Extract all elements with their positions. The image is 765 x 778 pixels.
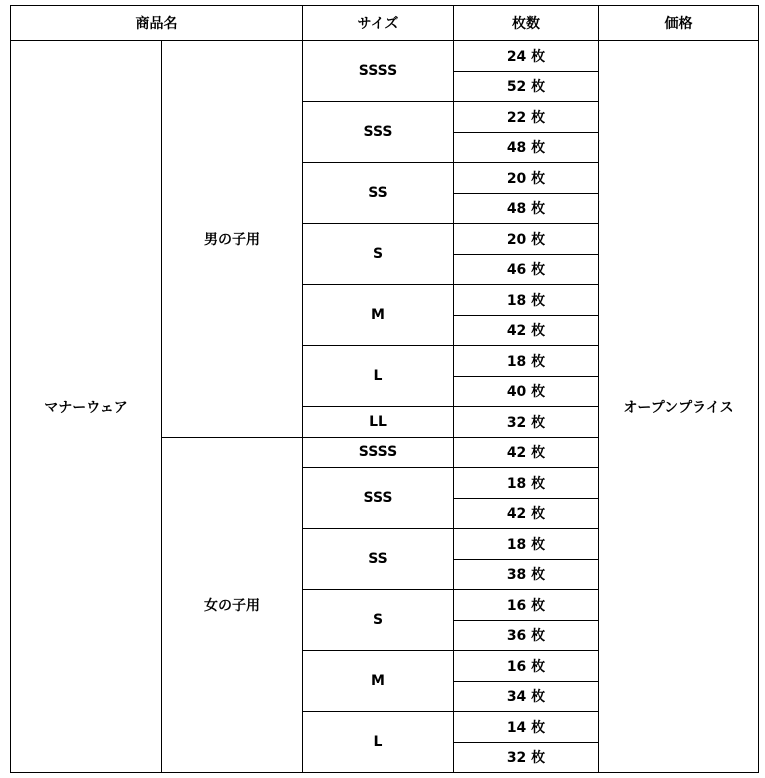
count-cell: 20 枚 — [454, 163, 599, 194]
size-cell: SS — [303, 529, 454, 590]
size-cell: M — [303, 651, 454, 712]
count-cell: 24 枚 — [454, 41, 599, 72]
product-table — [10, 5, 759, 773]
count-cell: 18 枚 — [454, 468, 599, 499]
size-cell: L — [303, 712, 454, 773]
count-cell: 16 枚 — [454, 651, 599, 682]
count-cell: 52 枚 — [454, 71, 599, 102]
count-cell: 18 枚 — [454, 346, 599, 377]
header-count: 枚数 — [454, 6, 599, 41]
table-body — [11, 41, 759, 773]
size-cell: S — [303, 224, 454, 285]
count-cell: 40 枚 — [454, 376, 599, 407]
header-price: 価格 — [599, 6, 759, 41]
count-cell: 42 枚 — [454, 437, 599, 468]
product-name-cell: マナーウェア — [11, 41, 162, 773]
count-cell: 42 枚 — [454, 498, 599, 529]
size-cell: SSS — [303, 102, 454, 163]
size-cell: LL — [303, 407, 454, 438]
count-cell: 18 枚 — [454, 285, 599, 316]
count-cell: 38 枚 — [454, 559, 599, 590]
size-cell: L — [303, 346, 454, 407]
count-cell: 32 枚 — [454, 742, 599, 773]
count-cell: 18 枚 — [454, 529, 599, 560]
size-cell: SSSS — [303, 41, 454, 102]
count-cell: 22 枚 — [454, 102, 599, 133]
size-cell: SSS — [303, 468, 454, 529]
count-cell: 48 枚 — [454, 193, 599, 224]
header-product-name: 商品名 — [11, 6, 303, 41]
size-cell: M — [303, 285, 454, 346]
count-cell: 42 枚 — [454, 315, 599, 346]
size-cell: S — [303, 590, 454, 651]
count-cell: 46 枚 — [454, 254, 599, 285]
gender-group-cell: 男の子用 — [162, 41, 303, 438]
table-row — [11, 41, 759, 72]
size-cell: SSSS — [303, 437, 454, 468]
count-cell: 48 枚 — [454, 132, 599, 163]
size-cell: SS — [303, 163, 454, 224]
count-cell: 34 枚 — [454, 681, 599, 712]
price-cell: オープンプライス — [599, 41, 759, 773]
count-cell: 32 枚 — [454, 407, 599, 438]
header-size: サイズ — [303, 6, 454, 41]
count-cell: 14 枚 — [454, 712, 599, 743]
count-cell: 16 枚 — [454, 590, 599, 621]
gender-group-cell: 女の子用 — [162, 437, 303, 773]
count-cell: 20 枚 — [454, 224, 599, 255]
header-row — [11, 6, 759, 41]
count-cell: 36 枚 — [454, 620, 599, 651]
